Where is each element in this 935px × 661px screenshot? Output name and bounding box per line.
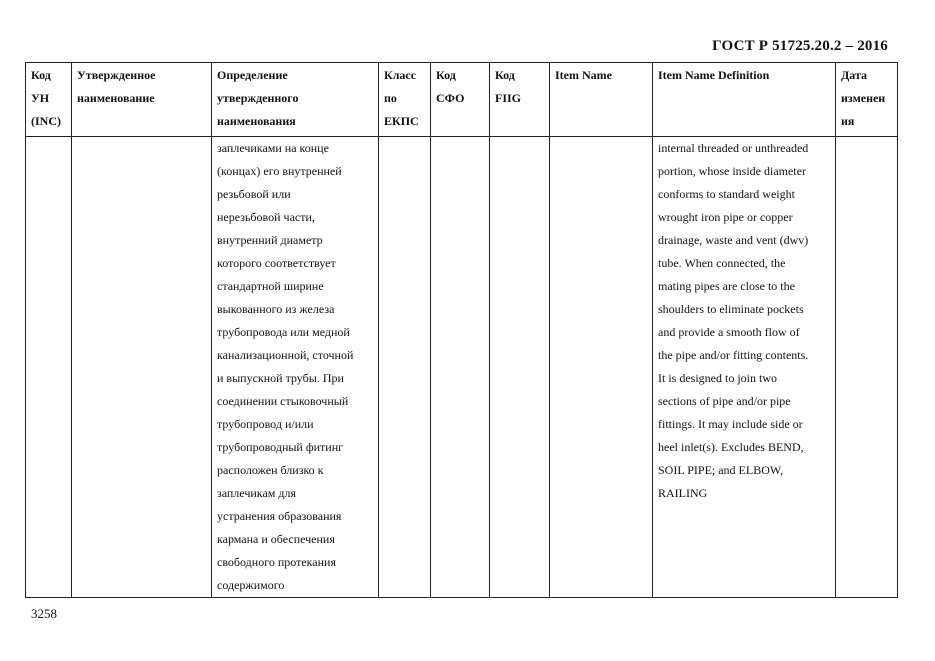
- cell-definition-en: [653, 137, 836, 598]
- text-line: наименование: [77, 91, 155, 105]
- text-line: conforms to standard weight: [658, 187, 795, 201]
- text-line: заплечикам для: [217, 486, 296, 500]
- text-line: the pipe and/or fitting contents.: [658, 348, 809, 362]
- text-line: Item Name Definition: [658, 68, 770, 82]
- page-number: 3258: [31, 606, 57, 621]
- text-line: Утвержденное: [77, 68, 156, 82]
- text-line: по: [384, 91, 397, 105]
- text-line: SOIL PIPE; and ELBOW,: [658, 463, 784, 477]
- text-line: portion, whose inside diameter: [658, 164, 806, 178]
- text-line: Дата: [841, 68, 867, 82]
- cell-definition-ru: [212, 137, 379, 598]
- text-line: канализационной, сточной: [217, 348, 354, 362]
- text-line: внутренний диаметр: [217, 233, 323, 247]
- text-line: соединении стыковочный: [217, 394, 349, 408]
- text-line: Класс: [384, 68, 417, 82]
- text-line: tube. When connected, the: [658, 256, 786, 270]
- text-line: sections of pipe and/or pipe: [658, 394, 791, 408]
- text-line: (INC): [31, 114, 61, 128]
- text-line: заплечиками на конце: [217, 141, 329, 155]
- text-line: утвержденного: [217, 91, 299, 105]
- text-line: drainage, waste and vent (dwv): [658, 233, 809, 247]
- cell-fiig-code: [490, 137, 550, 598]
- text-line: wrought iron pipe or copper: [658, 210, 793, 224]
- text-line: трубопроводный фитинг: [217, 440, 344, 454]
- text-line: выкованного из железа: [217, 302, 335, 316]
- text-line: УН: [31, 91, 50, 105]
- text-line: ия: [841, 114, 855, 128]
- cell-ekps-class: [379, 137, 431, 598]
- text-line: RAILING: [658, 486, 708, 500]
- col-header-definition-en: [653, 63, 836, 137]
- col-header-fiig-code: [490, 63, 550, 137]
- cell-inc: [26, 137, 72, 598]
- text-line: устранения образования: [217, 509, 342, 523]
- text-line: свободного протекания: [217, 555, 336, 569]
- text-line: heel inlet(s). Excludes BEND,: [658, 440, 804, 454]
- text-line: Определение: [217, 68, 288, 82]
- standard-identifier: ГОСТ Р 51725.20.2 – 2016: [712, 38, 888, 54]
- text-line: internal threaded or unthreaded: [658, 141, 809, 155]
- cell-change-date: [836, 137, 898, 598]
- text-line: and provide a smooth flow of: [658, 325, 800, 339]
- text-line: mating pipes are close to the: [658, 279, 795, 293]
- text-line: fittings. It may include side or: [658, 417, 803, 431]
- text-line: ЕКПС: [384, 114, 419, 128]
- col-header-approved-name: [72, 63, 212, 137]
- text-line: СФО: [436, 91, 465, 105]
- header-row: [26, 63, 898, 137]
- text-line: нерезьбовой части,: [217, 210, 315, 224]
- catalog-table: [25, 62, 898, 598]
- text-line: наименования: [217, 114, 296, 128]
- text-line: FIIG: [495, 91, 522, 105]
- text-line: (концах) его внутренней: [217, 164, 342, 178]
- text-line: It is designed to join two: [658, 371, 777, 385]
- text-line: кармана и обеспечения: [217, 532, 335, 546]
- cell-sfo-code: [431, 137, 490, 598]
- col-header-definition-ru: [212, 63, 379, 137]
- text-line: shoulders to eliminate pockets: [658, 302, 804, 316]
- col-header-item-name: [550, 63, 653, 137]
- col-header-change-date: [836, 63, 898, 137]
- col-header-ekps-class: [379, 63, 431, 137]
- col-header-inc: [26, 63, 72, 137]
- text-line: которого соответствует: [217, 256, 336, 270]
- text-line: расположен близко к: [217, 463, 324, 477]
- table-row: [26, 137, 898, 598]
- text-line: и выпускной трубы. При: [217, 371, 344, 385]
- text-line: стандартной ширине: [217, 279, 324, 293]
- col-header-sfo-code: [431, 63, 490, 137]
- text-line: Код: [436, 68, 456, 82]
- text-line: Код: [495, 68, 515, 82]
- text-line: Item Name: [555, 68, 612, 82]
- text-line: содержимого: [217, 578, 285, 592]
- text-line: резьбовой или: [217, 187, 291, 201]
- text-line: трубопровода или медной: [217, 325, 350, 339]
- text-line: трубопровод и/или: [217, 417, 314, 431]
- text-line: изменен: [841, 91, 886, 105]
- cell-approved-name: [72, 137, 212, 598]
- text-line: Код: [31, 68, 51, 82]
- cell-item-name: [550, 137, 653, 598]
